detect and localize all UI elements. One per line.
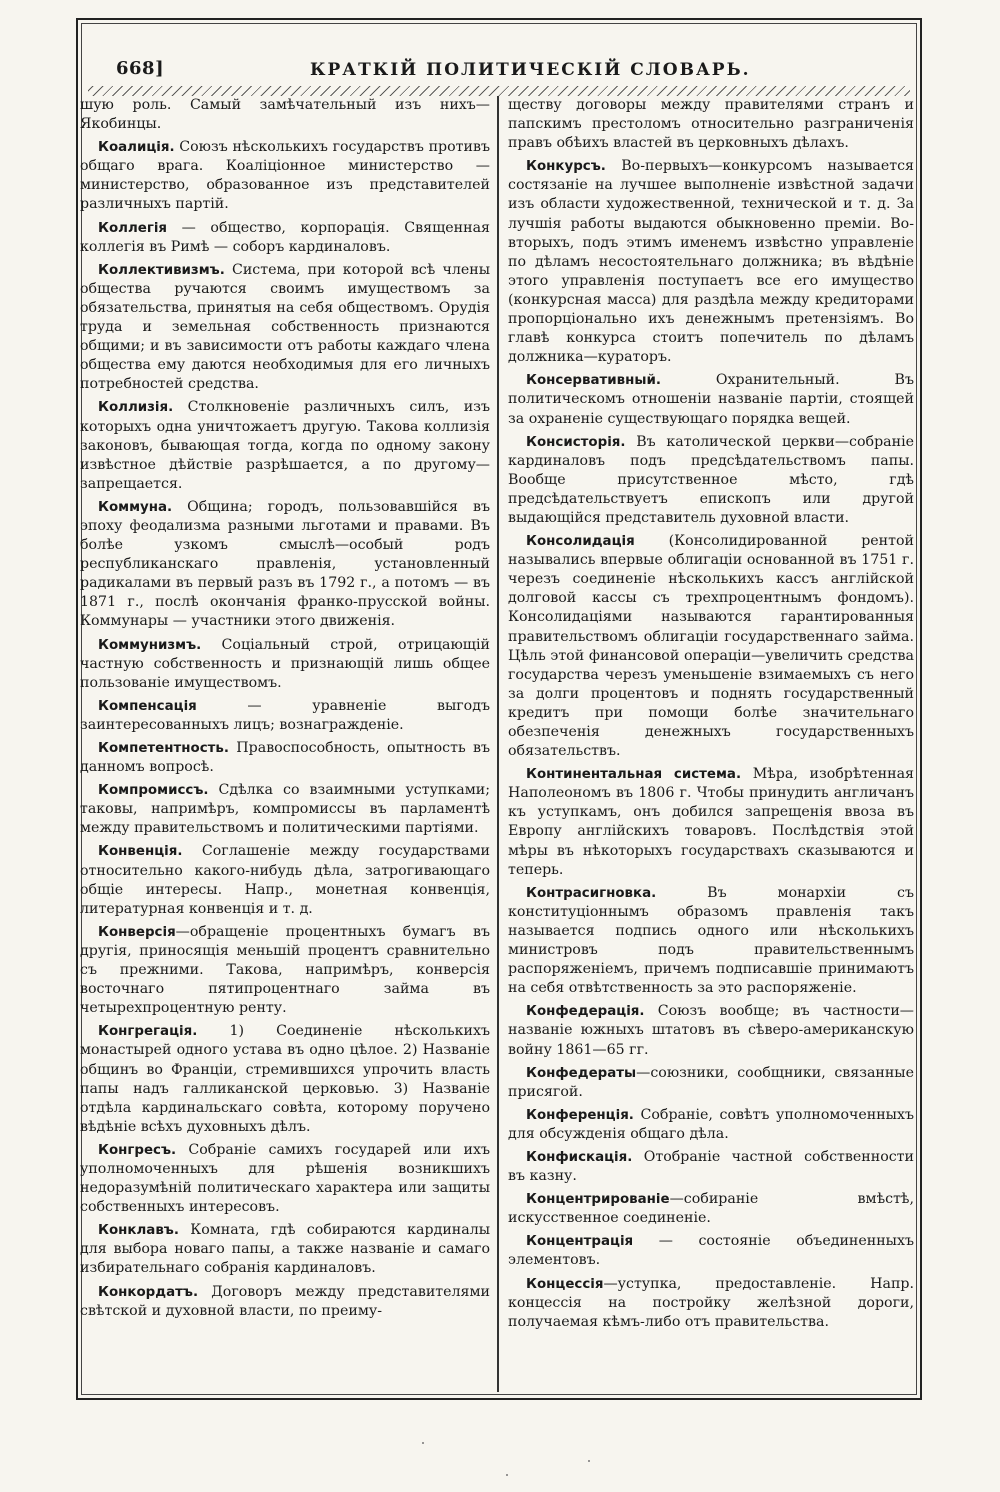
entry-definition: — состояніе объединенныхъ элементовъ.: [508, 1233, 914, 1269]
entry-term: Консолидація: [526, 534, 635, 550]
entry-definition: Правоспособность, опытность въ данномъ вопросѣ.: [80, 740, 490, 776]
entry-definition: Въ монархіи съ конституціоннымъ образомъ правленія такъ называется подпись одного или нѣсколькихъ министровъ подъ правительственнымъ распоряженіемъ, причемъ подписавшіе принимаютъ на себя отвѣтственность за это распоряженіе.: [508, 884, 914, 997]
entry-definition: Охранительный. Въ политическомъ отношеніи названіе партіи, стоящей за охраненіе существующаго порядка вещей.: [508, 372, 914, 427]
entry-term: Концентрація: [526, 1234, 634, 1250]
entry-definition: Комната, гдѣ собираются кардиналы для выбора новаго папы, а также названіе и самаго избирательнаго собранія кардиналовъ.: [80, 1222, 490, 1277]
entry-definition: Столкновеніе различныхъ силъ, изъ которыхъ одна уничтожаетъ другую. Такова коллизія законовъ, бывающая тогда, когда по одному закону извѣстное дѣйствіе разрѣшается, а по другому—запрещается.: [80, 399, 490, 492]
dictionary-entry: [508, 1064, 914, 1102]
entry-definition: 1) Соединеніе нѣсколькихъ монастырей одного устава въ одно цѣлое. 2) Названіе общинъ во Франціи, стремившихся упрочить власть папы надъ галликанской церковью. 3) Названіе отдѣла кардинальскаго совѣта, которому поручено вѣдѣніе всѣхъ духовныхъ дѣлъ.: [80, 1023, 490, 1135]
dictionary-entry: [508, 532, 914, 761]
dictionary-entry: [508, 1190, 914, 1228]
entry-term: Консервативный.: [526, 373, 661, 389]
entry-definition: —уступка, предоставленіе. Напр. концессія на постройку желѣзной дороги, получаемая кѣмъ-либо отъ правительства.: [508, 1275, 914, 1330]
dictionary-entry: [80, 697, 490, 735]
dictionary-entry: [508, 1106, 914, 1144]
entry-term: Коммуна.: [98, 499, 173, 515]
entry-term: Конкурсъ.: [526, 159, 606, 175]
entry-definition: —союзники, сообщники, связанные присягой.: [508, 1064, 914, 1100]
entry-definition: Соціальный строй, отрицающій частную собственность и признающій лишь общее пользованіе имуществомъ.: [80, 636, 490, 691]
dictionary-entry: [508, 1002, 914, 1059]
entry-term: Концентрированіе: [526, 1192, 670, 1208]
entry-definition: (Консолидированной рентой назывались впервые облигаціи основанной въ 1751 г. черезъ соединеніе нѣсколькихъ кассъ англійской долговой кассы съ трехпроцентнымъ фондомъ). Консолидаціями называются гарантированныя правительствомъ облигаціи государственнаго займа. Цѣль этой финансовой операціи—увеличить средства государства черезъ уменьшеніе взимаемыхъ съ него за долги процентовъ и поднять государственный кредитъ при помощи болѣе значительнаго обезпеченія денежныхъ государственныхъ обязательствъ.: [508, 533, 914, 760]
entry-term: Конверсія: [98, 924, 176, 940]
dictionary-entry: [80, 1221, 490, 1278]
dictionary-entry: [80, 96, 490, 134]
entry-definition: Сдѣлка со взаимными уступками; таковы, напримѣръ, компромиссы въ парламентѣ между правительствомъ и политическими партіями.: [80, 782, 490, 837]
entry-term: Конфедерація.: [526, 1004, 645, 1020]
entry-definition: —обращеніе процентныхъ бумагъ въ другія, приносящія меньшій процентъ сравнительно съ прежними. Такова, напримѣръ, конверсія восточнаго пятипроцентнаго займа въ четырехпроцентную ренту.: [80, 923, 490, 1017]
page-number: 668]: [116, 58, 165, 79]
entry-term: Коммунизмъ.: [98, 637, 202, 653]
entry-term: Коалиція.: [98, 140, 175, 156]
entry-definition: Въ католической церкви—собраніе кардиналовъ подъ предсѣдательствомъ папы. Вообще присутственное мѣсто, гдѣ предсѣдательствуетъ епископъ или другой выдающійся представитель духовной власти.: [508, 433, 914, 526]
entry-definition: Собраніе самихъ государей или ихъ уполномоченныхъ для рѣшенія возникшихъ недоразумѣній политическаго характера или защиты собственныхъ интересовъ.: [80, 1141, 490, 1216]
page-specks: [410, 1440, 610, 1480]
entry-definition: Система, при которой всѣ члены общества ручаются своимъ имуществомъ за обязательства, принятыя на себя обществомъ. Орудія труда и земельная собственность признаются общими; и въ зависимости отъ работы каждаго члена общества ему даются необходимыя для его личныхъ потребностей средства.: [80, 261, 490, 393]
dictionary-entry: [80, 1283, 490, 1321]
entry-term: Коллективизмъ.: [98, 262, 225, 278]
dictionary-entry: [80, 398, 490, 493]
dictionary-entry: [80, 1141, 490, 1217]
entry-term: Конклавъ.: [98, 1223, 179, 1239]
dictionary-entry: [508, 765, 914, 880]
dictionary-entry: [80, 261, 490, 395]
dictionary-entry: [80, 1022, 490, 1137]
dictionary-entry: [508, 1275, 914, 1332]
dictionary-entry: [508, 157, 914, 367]
entry-definition: —собираніе вмѣстѣ, искусственное соединеніе.: [508, 1191, 914, 1227]
dictionary-entry: [508, 884, 914, 999]
header-ornament-rule: [88, 86, 910, 96]
entry-term: Конвенція.: [98, 844, 183, 860]
column-divider: [497, 96, 499, 1392]
entry-term: Концессія: [526, 1276, 604, 1292]
dictionary-entry: [80, 138, 490, 214]
entry-term: Консисторія.: [526, 434, 626, 450]
entry-term: Компетентность.: [98, 741, 229, 756]
running-title: КРАТКІЙ ПОЛИТИЧЕСКІЙ СЛОВАРЬ.: [310, 60, 751, 80]
dictionary-entry: [508, 433, 914, 528]
entry-definition: Отобраніе частной собственности въ казну.: [508, 1148, 914, 1185]
dictionary-entry: [508, 1148, 914, 1186]
dictionary-entry: [80, 842, 490, 918]
entry-definition: шую роль. Самый замѣчательный изъ нихъ— Якобинцы.: [80, 97, 490, 133]
entry-definition: — уравненіе выгодъ заинтересованныхъ лицъ; вознагражденіе.: [80, 697, 490, 733]
entry-definition: Союзъ вообще; въ частности—названіе южныхъ штатовъ въ сѣверо-американскую войну 1861—65 гг.: [508, 1003, 914, 1058]
dictionary-entry: [508, 1232, 914, 1270]
dictionary-entry: [508, 96, 914, 153]
entry-definition: Во-первыхъ—конкурсомъ называется состязаніе на лучшее выполненіе извѣстной задачи изъ области художественной, технической и т. д. За лучшія работы выдаются обыкновенно преміи. Во-вторыхъ, подъ этимъ именемъ извѣстно управленіе по дѣламъ несостоятельнаго должника; въ вѣдѣніе этого управленія поступаетъ все его имущество (конкурсная масса) для раздѣла между кредиторами пропорціонально ихъ денежнымъ претензіямъ. Во главѣ конкурса стоитъ попечитель по дѣламъ должника—кураторъ.: [508, 158, 914, 366]
entry-term: Контрасигновка.: [526, 885, 657, 901]
dictionary-entry: [508, 371, 914, 428]
dictionary-entry: [80, 498, 490, 632]
dictionary-entry: [80, 923, 490, 1018]
dictionary-entry: [80, 219, 490, 257]
entry-definition: Собраніе, совѣтъ уполномоченныхъ для обсужденія общаго дѣла.: [508, 1106, 914, 1142]
entry-term: Конфедераты: [526, 1065, 637, 1081]
page-header: [78, 20, 920, 92]
entry-term: Компромиссъ.: [98, 783, 209, 799]
entry-definition: — общество, корпорація. Священная коллегія въ Римѣ — соборъ кардиналовъ.: [80, 219, 490, 255]
right-column: [508, 96, 914, 1336]
entry-term: Континентальная система.: [526, 767, 742, 783]
dictionary-entry: [80, 739, 490, 777]
entry-term: Коллизія.: [98, 400, 174, 416]
entry-definition: Мѣра, изобрѣтенная Наполеономъ въ 1806 г. Чтобы принудить англичанъ къ уступкамъ, онъ добился запрещенія ввоза въ Европу англійскихъ товаровъ. Послѣдствія этой мѣры въ нѣкоторыхъ государствахъ сказываются и теперь.: [508, 766, 914, 878]
dictionary-entry: [80, 636, 490, 693]
dictionary-entry: [80, 781, 490, 838]
entry-term: Конгресъ.: [98, 1142, 177, 1158]
entry-term: Конфискація.: [526, 1149, 633, 1165]
entry-definition: Община; городъ, пользовавшійся въ эпоху феодализма разными льготами и правами. Въ болѣе узкомъ смыслѣ—особый родъ республиканскаго правленія, установленный радикалами въ первый разъ въ 1792 г., а потомъ — въ 1871 г., послѣ окончанія франко-прусской войны. Коммунары — участники этого движенія.: [80, 498, 490, 630]
entry-definition: Договоръ между представителями свѣтской и духовной власти, по преиму-: [80, 1283, 490, 1319]
entry-term: Конгрегація.: [98, 1024, 198, 1040]
left-column: [80, 96, 490, 1325]
entry-term: Конкордатъ.: [98, 1284, 199, 1300]
entry-term: Коллегія: [98, 220, 168, 236]
entry-term: Конференція.: [526, 1107, 634, 1123]
entry-definition: Соглашеніе между государствами относительно какого-нибудь дѣла, затрогивающаго общіе интересы. Напр., монетная конвенція, литературная конвенція и т. д.: [80, 843, 490, 917]
entry-term: Компенсація: [98, 698, 197, 714]
entry-definition: ществу договоры между правителями странъ и папскимъ престоломъ относительно разграниченія правъ обѣихъ властей въ церковныхъ дѣлахъ.: [508, 97, 914, 152]
entry-definition: Союзъ нѣсколькихъ государствъ противъ общаго врага. Коаліціонное министерство — министерство, образованное изъ представителей различныхъ партій.: [80, 139, 490, 213]
